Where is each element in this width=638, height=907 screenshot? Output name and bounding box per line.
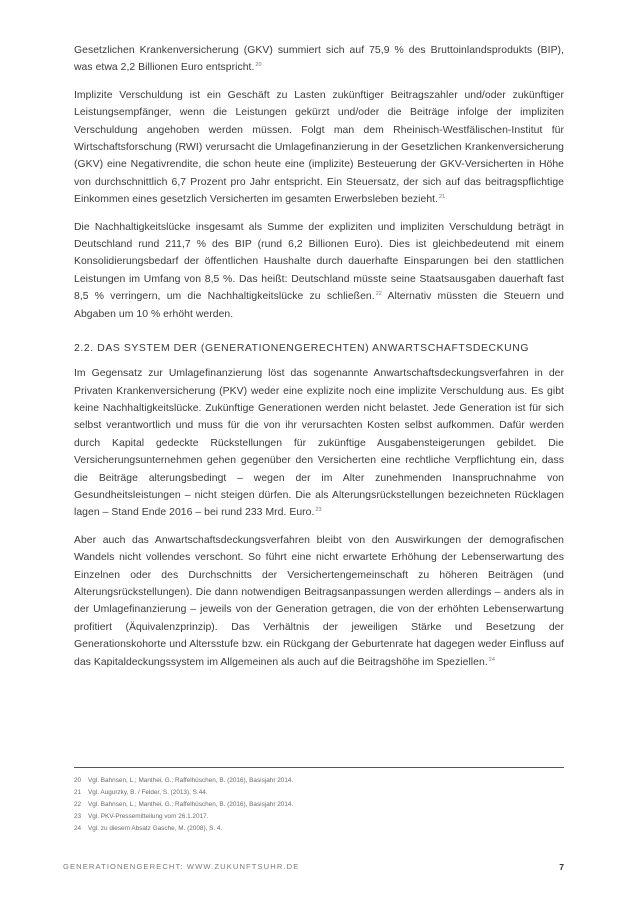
paragraph-text: Im Gegensatz zur Umlagefinanzierung löst das sogenannte Anwartschaftsdeckungsverfahren in der Privaten Krankenversicherung (PKV) weder eine explizite noch eine implizite Verschuldung aus. Es gibt keine Nachhaltigkeitslücke. Zukünftige Generationen werden nicht belastet. Jede Generation ist für sich selbst verantwortlich und muss für die von ihr verursachten Kosten selbst aufkommen. Dafür werden durch Kapital gedeckte Rückstellungen für zukünftige Ausgabensteigerungen gebildet. Die Versicherungsunternehmen gehen gegenüber den Versicherten eine rechtliche Verpflichtung ein, dass die Beiträge alterungsbedingt – wegen der im Alter zunehmenden Inanspruchnahme von Gesundheitsleistungen – nicht steigen dürfen. Die als Alterungsrückstellungen bezeichneten Rücklagen lagen – Stand Ende 2016 – bei rund 233 Mrd. Euro. — [74, 368, 564, 519]
paragraph-text-tail: Alternativ müssten die Steuern und Abgaben um 10 % erhöht werden. — [74, 291, 564, 320]
paragraph-text: Aber auch das Anwartschaftsdeckungsverfahren bleibt von den Auswirkungen der demografischen Wandels nicht vollendes verschont. So führt eine nicht erwartete Erhöhung der Lebenserwartung des Einzelnen oder des Durchschnitts der Versichertengemeinschaft zu höheren Beiträgen (und Alterungsrückstellungen). Die dann notwendigen Beitragsanpassungen werden allerdings – anders als in der Umlagefinanzierung – jeweils von der Generation getragen, die von der erhöhten Lebenserwartung profitiert (Äquivalenzprinzip). Das Verhältnis der jeweiligen Stärke und Besetzung der Generationskohorte und Altersstufe bzw. ein Rückgang der Geburtenrate hat dagegen weder Einfluss auf das Kapitaldeckungssystem im Allgemeinen als auch auf die Beitragshöhe im Speziellen. — [74, 534, 564, 668]
footnote-21 — [74, 787, 564, 799]
paragraph-4 — [74, 365, 564, 522]
footnote-text: Vgl. zu diesem Absatz Gasche, M. (2008), S. 4. — [88, 824, 223, 832]
footnote-number: 24 — [74, 824, 82, 832]
paragraph-3 — [74, 219, 564, 323]
footnote-number: 22 — [74, 800, 82, 808]
footnote-number: 21 — [74, 788, 82, 796]
footnote-22 — [74, 799, 564, 811]
section-heading: 2.2. DAS SYSTEM DER (GENERATIONENGERECHTEN) ANWARTSCHAFTSDECKUNG — [74, 343, 530, 355]
paragraph-1 — [74, 42, 564, 77]
footnote-text: Vgl. Augurzky, B. / Felder, S. (2013), S.44. — [88, 788, 208, 796]
footnote-ref-20[interactable]: 20 — [255, 62, 262, 69]
page-number: 7 — [559, 862, 564, 872]
footnote-ref-22[interactable]: 22 — [375, 291, 382, 298]
paragraph-2 — [74, 87, 564, 209]
footnote-number: 23 — [74, 812, 82, 820]
footnote-ref-21[interactable]: 21 — [439, 194, 446, 201]
footnote-20 — [74, 775, 564, 787]
footnote-number: 20 — [74, 777, 82, 784]
footer-site-link[interactable]: GENERATIONENGERECHT: WWW.ZUKUNFTSUHR.DE — [63, 862, 300, 871]
footnote-text: Vgl. Bahnsen, L.; Manthei, G.; Raffelhüschen, B. (2016), Basisjahr 2014. — [88, 777, 294, 784]
paragraph-text: Gesetzlichen Krankenversicherung (GKV) summiert sich auf 75,9 % des Bruttoinlandsprodukts (BIP), was etwa 2,2 Billionen Euro entspricht. — [74, 45, 564, 74]
footnote-divider — [74, 767, 564, 768]
paragraph-text: Die Nachhaltigkeitslücke insgesamt als Summe der expliziten und impliziten Verschuldung beträgt in Deutschland rund 211,7 % des BIP (rund 6,2 Billionen Euro). Dies ist gleichbedeutend mit einem Konsolidierungsbedarf der öffentlichen Haushalte durch dauerhafte Einsparungen bei den stattlichen Leistungen im Umfang von 8,5 %. Das heißt: Deutschland müsste seine Staatsausgaben dauerhaft fast 8,5 % verringern, um die Nachhaltigkeitslücke zu schließen. — [74, 221, 564, 303]
footnote-ref-23[interactable]: 23 — [315, 507, 322, 514]
paragraph-text: Implizite Verschuldung ist ein Geschäft zu Lasten zukünftiger Beitragszahler und/oder zukünftiger Leistungsempfänger, wenn die Leistungen gekürzt und/oder die Beiträge infolge der impliziten Verschuldung angehoben werden müssen. Folgt man dem Rheinisch-Westfälischen-Institut für Wirtschaftsforschung (RWI) verursacht die Umlagefinanzierung in der Gesetzlichen Krankenversicherung (GKV) eine Negativrendite, die schon heute eine (implizite) Besteuerung der GKV-Versicherten in Höhe von durchschnittlich 6,7 Prozent pro Jahr entspricht. Ein Steuersatz, der sich auf das beitragspflichtige Einkommen eines gesetzlich Versicherten im gesamten Erwerbsleben bezieht. — [74, 89, 564, 206]
paragraph-5 — [74, 532, 564, 671]
page-footer — [63, 862, 564, 871]
footnote-text: Vgl. PKV-Pressemitteilung vom 26.1.2017. — [88, 812, 209, 820]
footnotes — [74, 775, 564, 835]
main-text — [74, 42, 564, 671]
footnote-24 — [74, 823, 564, 835]
footnote-text: Vgl. Bahnsen, L.; Manthei, G.; Raffelhüschen, B. (2016), Basisjahr 2014. — [88, 800, 294, 808]
footnote-23 — [74, 811, 564, 823]
footnote-ref-24[interactable]: 24 — [488, 656, 495, 663]
